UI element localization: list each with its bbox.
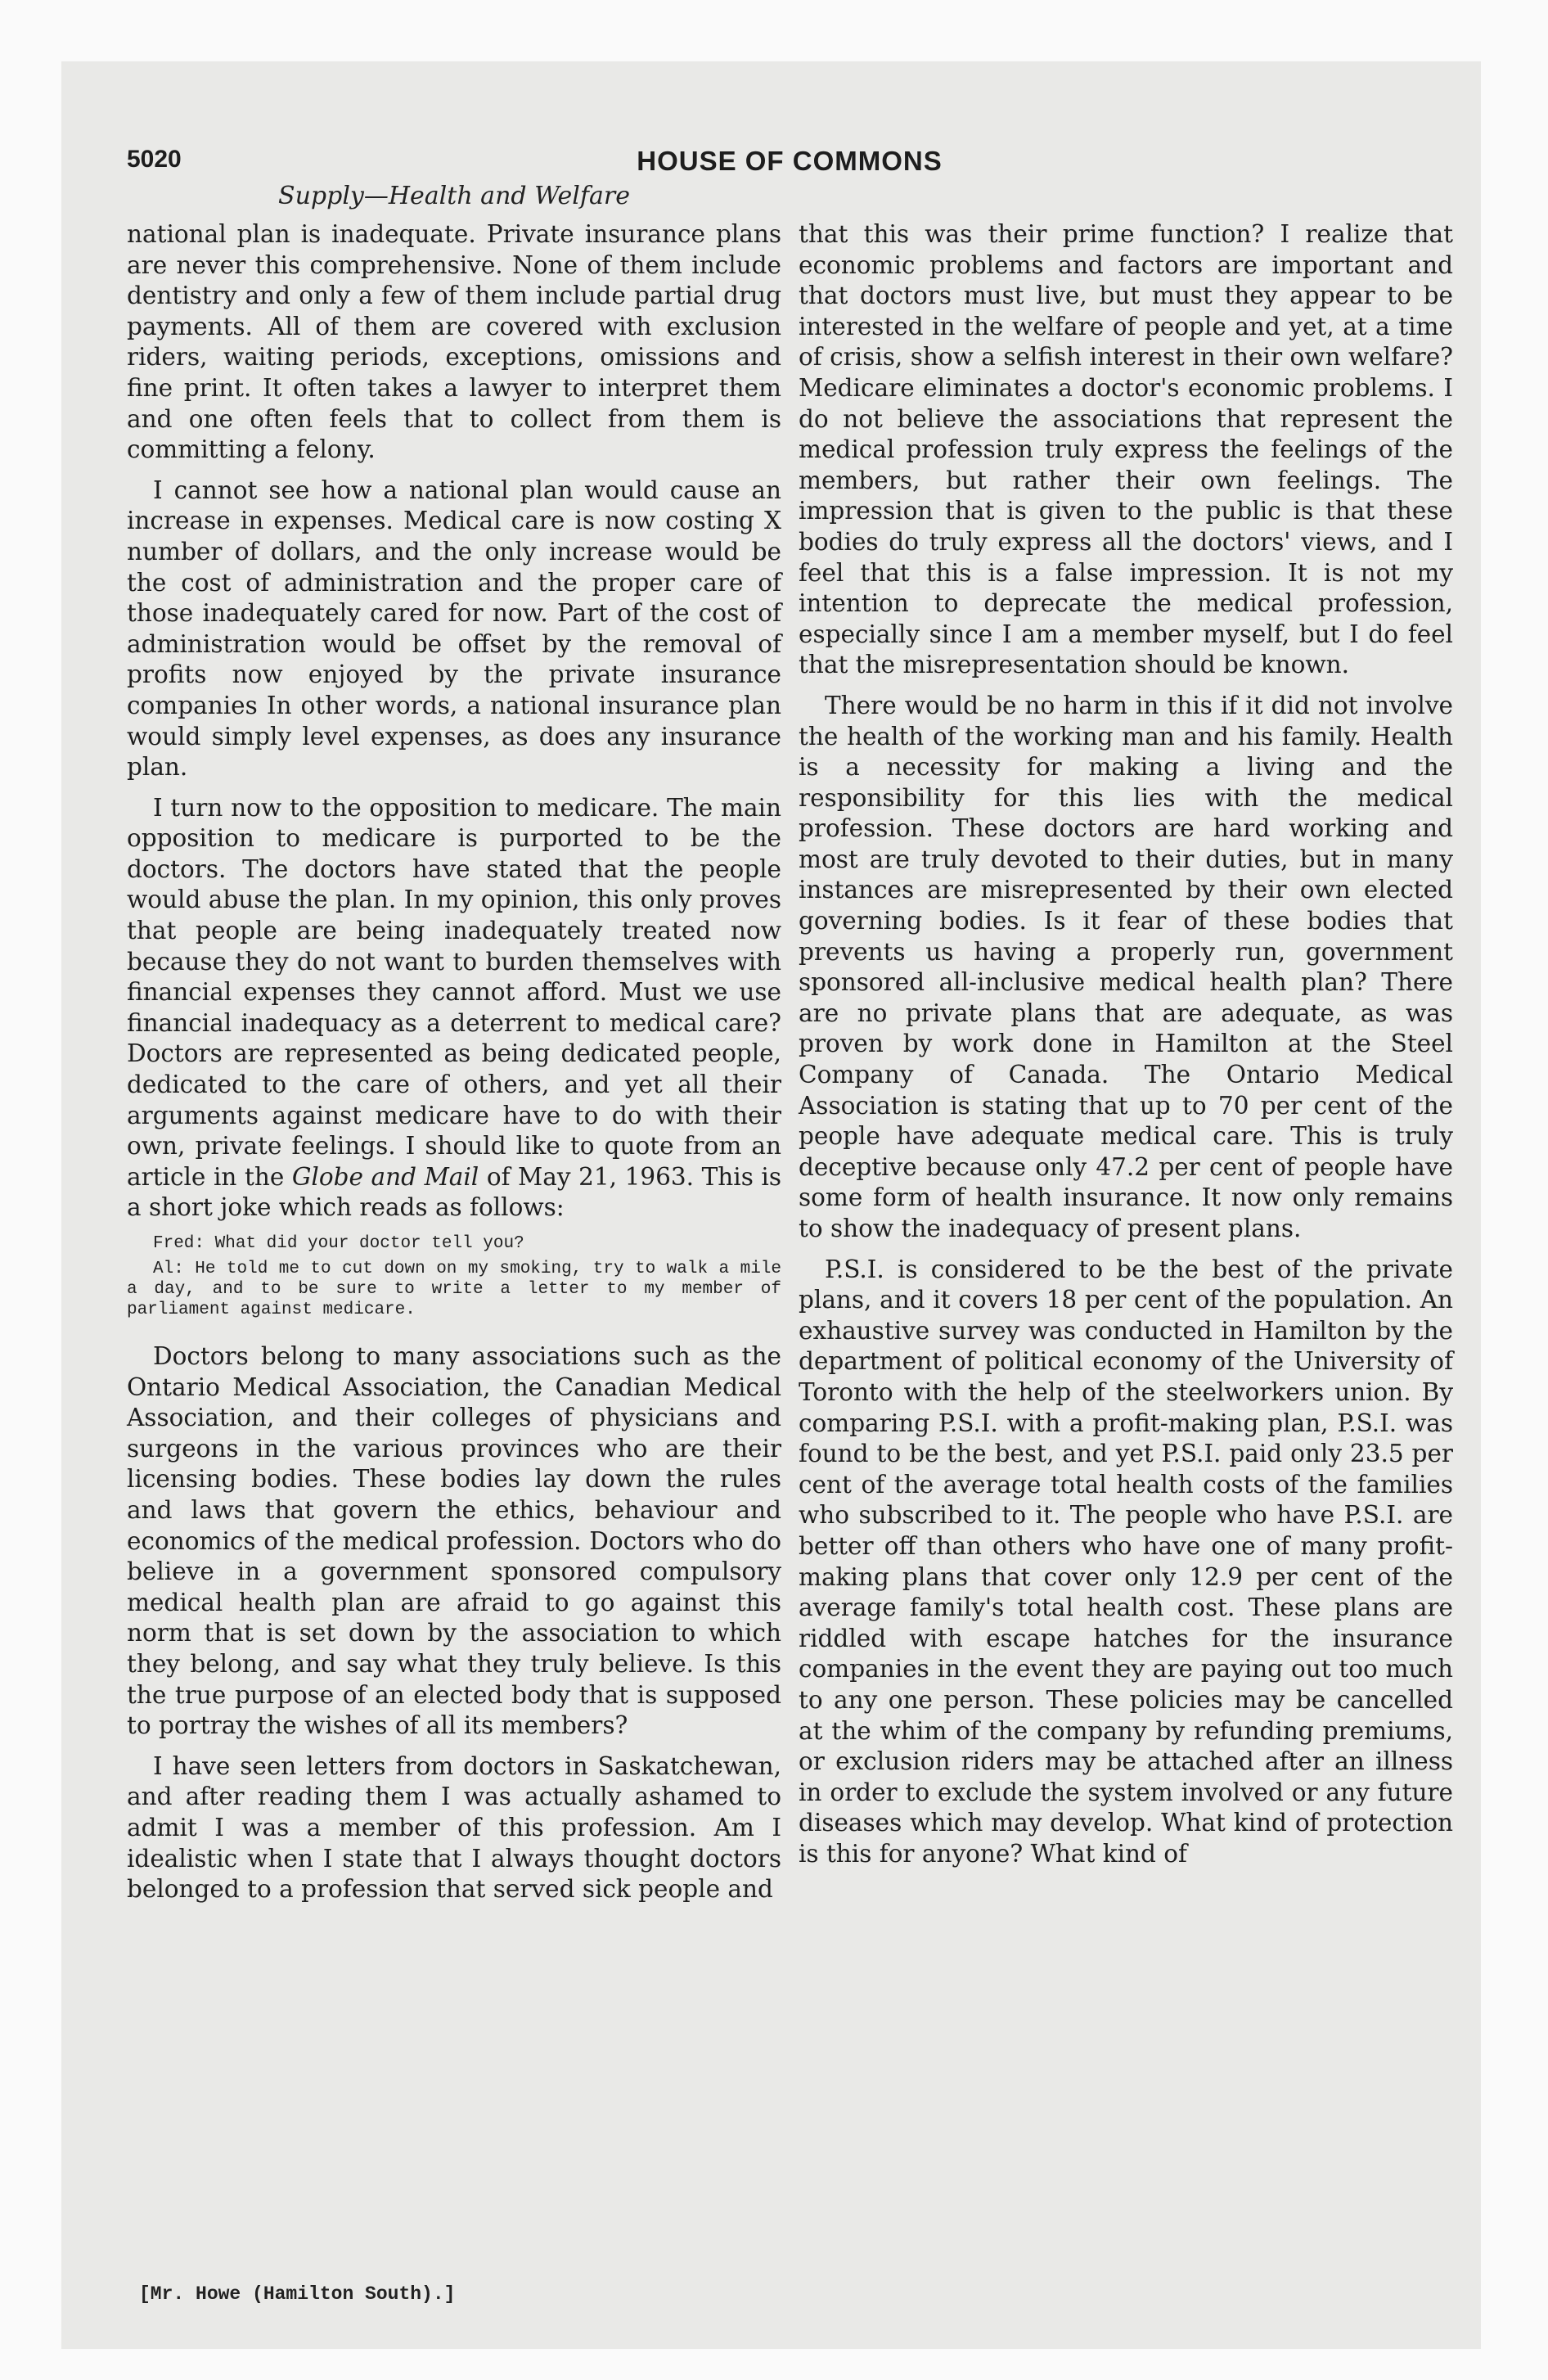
paragraph: that this was their prime function? I realize that economic problems and factors are important and that doctors must live, but must they appear to be interested in the welfare of people and yet, at a time of crisis, show a selfish interest in their own welfare? Medicare eliminates a doctor's economic problems. I do not believe the associations that represent the medical profession truly express the feelings of the members, but rather their own feelings. The impression that is given to the public is that these bodies do truly express all the doctors' views, and I feel that this is a false impression. It is not my intention to deprecate the medical profession, especially since I am a member myself, but I do feel that the misrepresentation should be known. [799,220,1453,679]
block-quote [127,1233,781,1320]
paragraph-text: I turn now to the opposition to medicare. The main opposition to medicare is purported to be the doctors. The doctors have stated that the people would abuse the plan. In my opinion, this only proves that people are being inadequately treated now because they do not want to burden themselves with financial expenses they cannot afford. Must we use financial inadequacy as a deterrent to medical care? Doctors are represented as being dedicated people, dedicated to the care of others, and yet all their arguments against medicare have to do with their own, private feelings. I should like to quote from an article in the [127,793,781,1191]
speaker-attribution: [Mr. Howe (Hamilton South).] [139,2283,456,2305]
publication-title: Globe and Mail [291,1162,479,1191]
page-header [127,146,1452,187]
paragraph: P.S.I. is considered to be the best of the private plans, and it covers 18 per cent of the population. An exhaustive survey was conducted in Hamilton by the department of political economy of the University of Toronto with the help of the steelworkers union. By comparing P.S.I. with a profit-making plan, P.S.I. was found to be the best, and yet P.S.I. paid only 23.5 per cent of the average total health costs of the families who subscribed to it. The people who have P.S.I. are better off than others who have one of many profit-making plans that cover only 12.9 per cent of the average family's total health cost. These plans are riddled with escape hatches for the insurance companies in the event they are paying out too much to any one person. These policies may be cancelled at the whim of the company by refunding premiums, or exclusion riders may be attached after an illness in order to exclude the system involved or any future diseases which may develop. What kind of protection is this for anyone? What kind of [799,1255,1453,1868]
paragraph-text: of May 21, 1963. This is a short joke which reads as follows: [127,1162,781,1222]
paragraph: There would be no harm in this if it did not involve the health of the working man and his family. Health is a necessity for making a living and the responsibility for this lies with the medical profession. These doctors are hard working and most are truly devoted to their duties, but in many instances are misrepresented by their own elected governing bodies. Is it fear of these bodies that prevents us having a properly run, government sponsored all-inclusive medical health plan? There are no private plans that are adequate, as was proven by work done in Hamilton at the Steel Company of Canada. The Ontario Medical Association is stating that up to 70 per cent of the people have adequate medical care. This is truly deceptive because only 47.2 per cent of people have some form of health insurance. It now only remains to show the inadequacy of present plans. [799,691,1453,1242]
right-column [799,219,1453,1879]
paragraph: I have seen letters from doctors in Saskatchewan, and after reading them I was actually ashamed to admit I was a member of this profession. Am I idealistic when I state that I always thought doctors belonged to a profession that served sick people and [127,1751,781,1904]
running-head: HOUSE OF COMMONS [637,146,943,176]
paragraph: Doctors belong to many associations such as the Ontario Medical Association, the Canadian Medical Association, and their colleges of physicians and surgeons in the various provinces who are their licensing bodies. These bodies lay down the rules and laws that govern the ethics, behaviour and economics of the medical profession. Doctors who do believe in a government sponsored compulsory medical health plan are afraid to go against this norm that is set down by the association to which they belong, and say what they truly believe. Is this the true purpose of an elected body that is supposed to portray the wishes of all its members? [127,1342,781,1740]
subject-heading: Supply—Health and Welfare [278,182,630,210]
paragraph: I cannot see how a national plan would cause an increase in expenses. Medical care is now costing X number of dollars, and the only increase would be the cost of administration and the proper care of those inadequately cared for now. Part of the cost of administration would be offset by the removal of profits now enjoyed by the private insurance companies In other words, a national insurance plan would simply level expenses, as does any insurance plan. [127,476,781,782]
paragraph [127,793,781,1224]
paragraph: national plan is inadequate. Private insurance plans are never this comprehensive. None of them include dentistry and only a few of them include partial drug payments. All of them are covered with exclusion riders, waiting periods, exceptions, omissions and fine print. It often takes a lawyer to interpret them and one often feels that to collect from them is committing a felony. [127,220,781,464]
left-column [127,219,781,1915]
quote-line: Fred: What did your doctor tell you? [153,1234,524,1253]
page-number: 5020 [127,146,182,173]
quote-line: Al: He told me to cut down on my smoking, try to walk a mile a day, and to be sure to write a letter to my member of parliament against medicare. [127,1260,781,1319]
